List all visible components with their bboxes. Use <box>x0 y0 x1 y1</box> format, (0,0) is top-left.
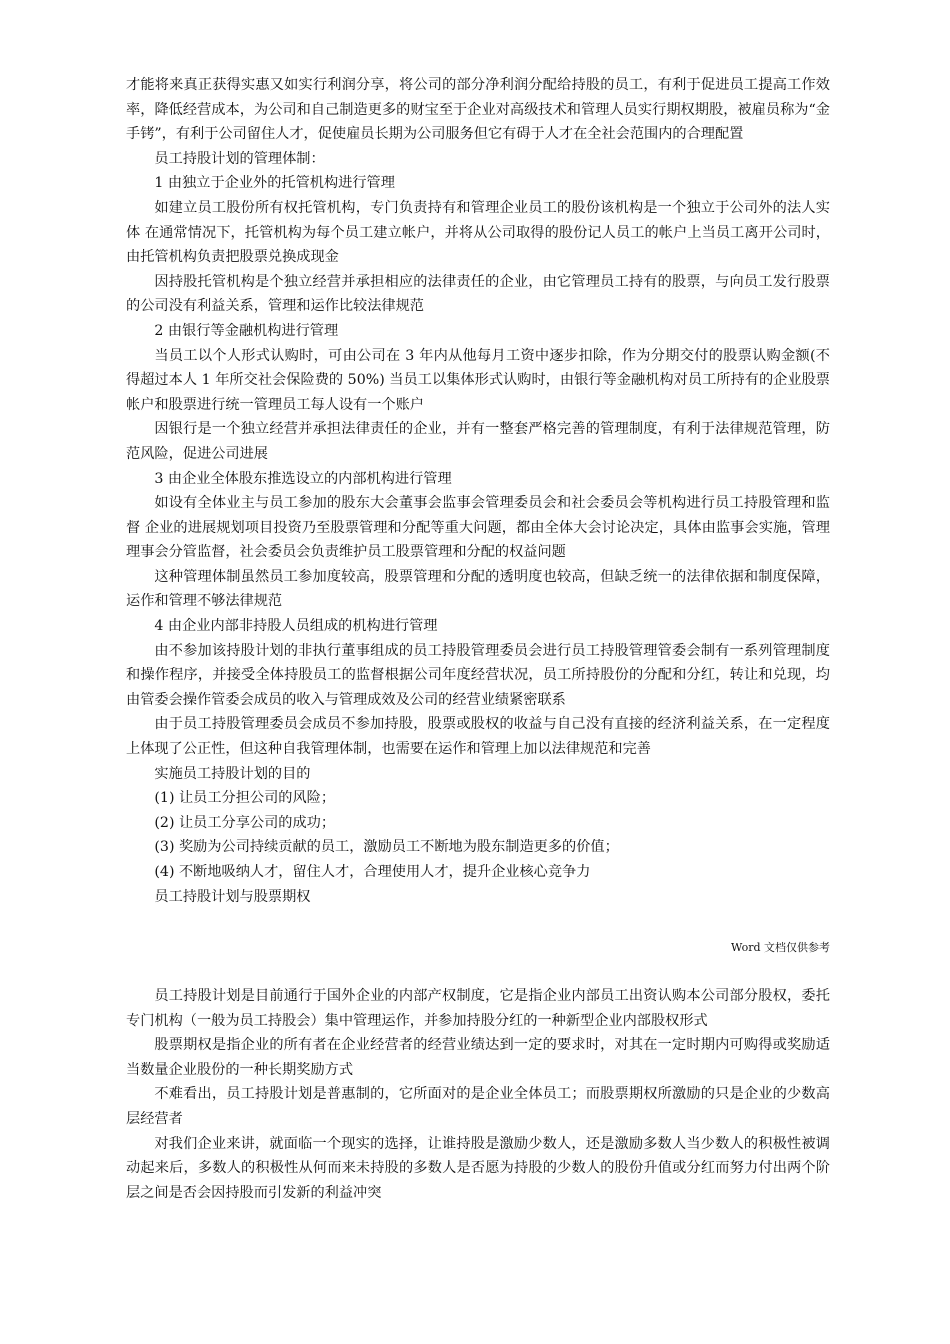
section-heading: 实施员工持股计划的目的 <box>154 765 311 782</box>
paragraph: 由不参加该持股计划的非执行董事组成的员工持股管理委员会进行员工持股管理管委会制有一系列管理制度和操作程序，并接受全体持股员工的监督根据公司年度经营状况，员工所持股份的分配和分红，转让和兑现，均由管委会操作管委会成员的收入与管理成效及公司的经营业绩紧密联系 <box>126 642 830 708</box>
paragraph: 因持股托管机构是个独立经营并承担相应的法律责任的企业，由它管理员工持有的股票，与向员工发行股票的公司没有利益关系，管理和运作比较法律规范 <box>126 273 830 315</box>
list-item: (4) 不断地吸纳人才，留住人才，合理使用人才，提升企业核心竞争力 <box>154 864 591 880</box>
paragraph: 对我们企业来讲，就面临一个现实的选择，让谁持股是激励少数人，还是激励多数人当少数人的积极性被调动起来后，多数人的积极性从何而来未持股的多数人是否愿为持股的少数人的股份升值或分红而努力付出两个阶层之间是否会因持股而引发新的利益冲突 <box>126 1135 830 1201</box>
document-body-section-1 <box>126 73 830 909</box>
paragraph: 如建立员工股份所有权托管机构，专门负责持有和管理企业员工的股份该机构是一个独立于公司外的法人实体 在通常情况下，托管机构为每个员工建立帐户，并将从公司取得的股份记人员工的帐户上当员工离开公司时，由托管机构负责把股票兑换成现金 <box>126 199 830 266</box>
paragraph: 才能将来真正获得实惠又如实行利润分享，将公司的部分净利润分配给持股的员工，有利于促进员工提高工作效率，降低经营成本，为公司和自己制造更多的财宝至于企业对高级技术和管理人员实行期权期股，被雇员称为“金手铐”，有利于公司留住人才，促使雇员长期为公司服务但它有碍于人才在全社会范围内的合理配置 <box>126 77 830 143</box>
page-footer-note: Word 文档仅供参考 <box>731 941 830 954</box>
list-item: (2) 让员工分享公司的成功； <box>154 814 336 831</box>
paragraph: 员工持股计划的管理体制： <box>154 150 325 167</box>
paragraph: 当员工以个人形式认购时，可由公司在 3 年内从他每月工资中逐步扣除，作为分期交付的股票认购金额(不得超过本人 1 年所交社会保险费的 50%) 当员工以集体形式认购时，由银行等金融机构对员工所持有的企业股票帐户和股票进行统一管理员工每人设有一个账户 <box>126 347 830 413</box>
paragraph: 股票期权是指企业的所有者在企业经营者的经营业绩达到一定的要求时，对其在一定时期内可购得或奖励适当数量企业股份的一种长期奖励方式 <box>126 1037 830 1078</box>
section-heading: 4 由企业内部非持股人员组成的机构进行管理 <box>154 618 438 635</box>
paragraph: 这种管理体制虽然员工参加度较高，股票管理和分配的透明度也较高，但缺乏统一的法律依据和制度保障，运作和管理不够法律规范 <box>126 568 830 610</box>
list-item: (1) 让员工分担公司的风险； <box>154 790 336 807</box>
paragraph: 因银行是一个独立经营并承担法律责任的企业，并有一整套严格完善的管理制度，有利于法律规范管理，防范风险，促进公司进展 <box>126 421 830 462</box>
section-heading: 员工持股计划与股票期权 <box>154 888 311 905</box>
paragraph: 由于员工持股管理委员会成员不参加持股，股票或股权的收益与自己没有直接的经济利益关系，在一定程度上体现了公正性，但这种自我管理体制，也需要在运作和管理上加以法律规范和完善 <box>126 716 830 758</box>
document-body-section-2 <box>126 984 830 1205</box>
section-heading: 2 由银行等金融机构进行管理 <box>154 322 339 339</box>
list-item: (3) 奖励为公司持续贡献的员工，激励员工不断地为股东制造更多的价值； <box>154 839 619 856</box>
section-heading: 3 由企业全体股东推选设立的内部机构进行管理 <box>154 470 452 487</box>
paragraph: 不难看出，员工持股计划是普惠制的，它所面对的是企业全体员工；而股票期权所激励的只是企业的少数高层经营者 <box>126 1086 830 1127</box>
paragraph: 员工持股计划是目前通行于国外企业的内部产权制度，它是指企业内部员工出资认购本公司部分股权，委托专门机构（一般为员工持股会）集中管理运作，并参加持股分红的一种新型企业内部股权形式 <box>126 988 830 1029</box>
paragraph: 如设有全体业主与员工参加的股东大会董事会监事会管理委员会和社会委员会等机构进行员工持股管理和监督 企业的进展规划项目投资乃至股票管理和分配等重大问题，都由全体大会讨论决定，具体由监事会实施，管理理事会分管监督，社会委员会负责维护员工股票管理和分配的权益问题 <box>126 495 830 561</box>
section-heading: 1 由独立于企业外的托管机构进行管理 <box>154 175 395 192</box>
